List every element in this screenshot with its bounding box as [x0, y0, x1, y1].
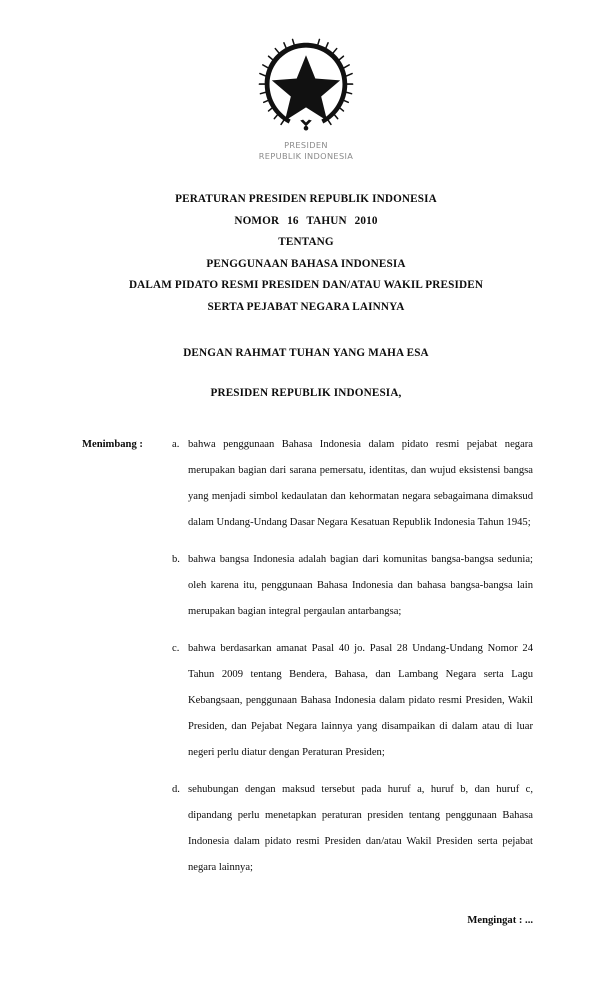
- consideration-text: bahwa penggunaan Bahasa Indonesia dalam pidato resmi pejabat negara merupakan bagian dari sarana pemersatu, identitas, dan wujud eksistensi bangsa yang menjadi simbol kedaulatan dan kehormatan negara sebagaimana dimaksud dalam Undang-Undang Dasar Negara Kesatuan Republik Indonesia Tahun 1945;: [188, 439, 533, 528]
- title-subject-line-2: DALAM PIDATO RESMI PRESIDEN DAN/ATAU WAKIL PRESIDEN: [128, 279, 484, 291]
- title-subject-line-1: PENGGUNAAN BAHASA INDONESIA: [206, 257, 406, 270]
- consideration-marker: a.: [172, 439, 180, 450]
- indonesia-presidential-seal-icon: [258, 38, 354, 134]
- letterhead: [0, 0, 612, 162]
- title-number-year: NOMOR 16 TAHUN 2010: [234, 214, 378, 227]
- invocation-line: DENGAN RAHMAT TUHAN YANG MAHA ESA: [183, 347, 429, 359]
- considerations-label: Menimbang :: [82, 439, 143, 450]
- consideration-item: [172, 777, 533, 881]
- consideration-marker: d.: [172, 784, 180, 795]
- emblem-caption-line-1: PRESIDEN: [284, 140, 328, 150]
- consideration-item: [172, 432, 533, 536]
- consideration-text: bahwa berdasarkan amanat Pasal 40 jo. Pasal 28 Undang-Undang Nomor 24 Tahun 2009 tentang Bendera, Bahasa, dan Lambang Negara serta Lagu Kebangsaan, penggunaan Bahasa Indonesia dalam pidato resmi Presiden, Wakil Presiden, dan Pejabat Negara lainnya yang disampaikan di dalam atau di luar negeri perlu diatur dengan Peraturan Presiden;: [188, 643, 533, 758]
- mengingat-note: Mengingat : ...: [467, 915, 533, 926]
- title-subject-line-3: SERTA PEJABAT NEGARA LAINNYA: [207, 300, 405, 313]
- consideration-text: sehubungan dengan maksud tersebut pada huruf a, huruf b, dan huruf c, dipandang perlu menetapkan peraturan presiden tentang penggunaan Bahasa Indonesia dalam pidato resmi Presiden dan/atau Wakil Presiden serta pejabat negara lainnya;: [188, 784, 533, 873]
- consideration-text: bahwa bangsa Indonesia adalah bagian dari komunitas bangsa-bangsa sedunia; oleh karena itu, penggunaan Bahasa Indonesia dan bahasa bangsa-bangsa lain merupakan bagian integral pergaulan antarbangsa;: [188, 554, 533, 617]
- document-title-block: [0, 189, 612, 318]
- title-tentang: TENTANG: [278, 236, 334, 248]
- consideration-item: [172, 547, 533, 625]
- considerations-row: [82, 432, 533, 881]
- title-regulation-type: PERATURAN PRESIDEN REPUBLIK INDONESIA: [175, 193, 437, 205]
- consideration-marker: b.: [172, 554, 180, 565]
- emblem-caption: [259, 140, 353, 162]
- emblem-caption-line-2: REPUBLIK INDONESIA: [258, 151, 354, 161]
- consideration-item: [172, 636, 533, 766]
- institution-line: PRESIDEN REPUBLIK INDONESIA,: [210, 386, 402, 399]
- considerations-section: [0, 432, 612, 881]
- considerations-list: [172, 432, 533, 881]
- consideration-marker: c.: [172, 643, 180, 654]
